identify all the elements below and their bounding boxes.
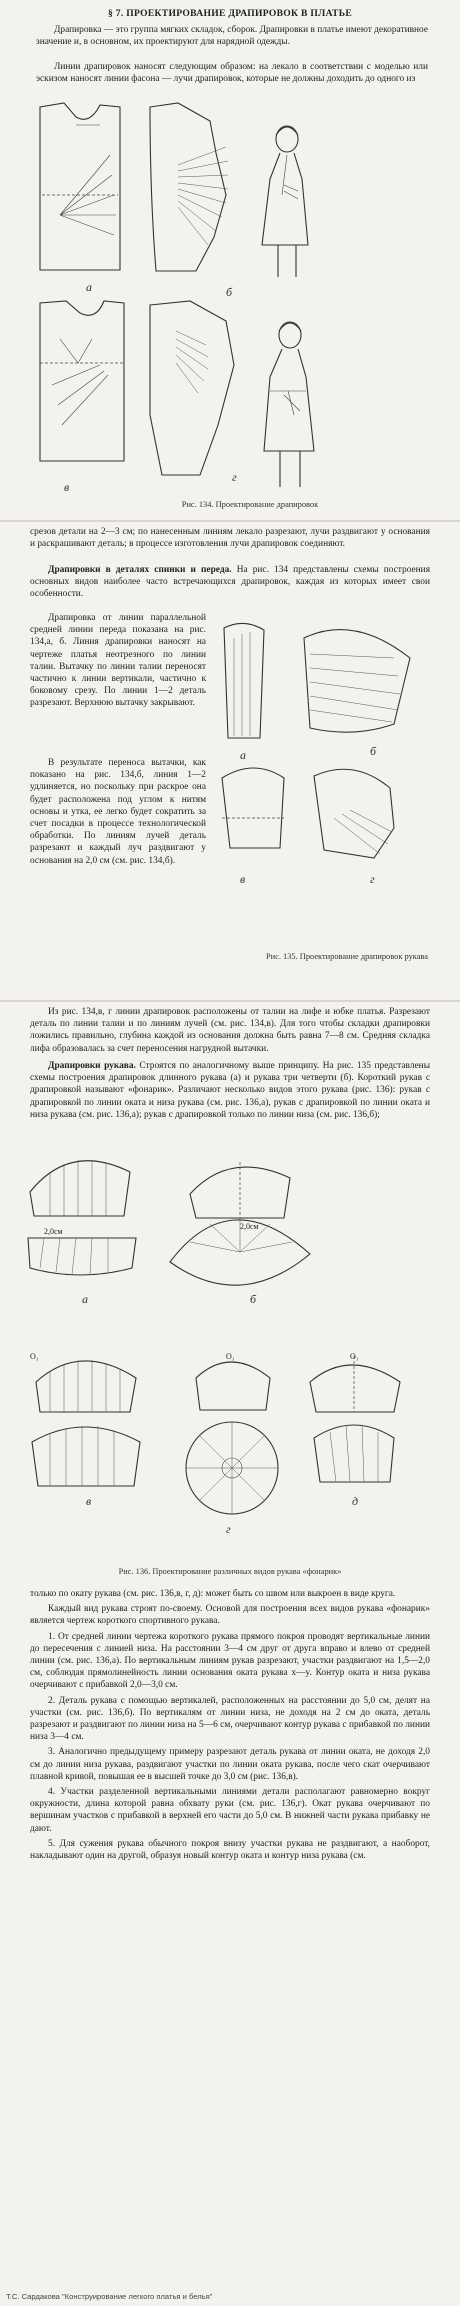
step-2: 2. Деталь рукава с помощью вертикалей, расположенных на расстоянии до 5,0 см, делят на участки (см. рис. 136,б). По вертикалям от линии низа, не доходя на 2 см до оката, деталь разрезают и раздвигают по линии низа на 5—6 см, очерчивают контур рукава с прибавкой по линии низа 3—4 см. — [30, 1695, 430, 1743]
sleeve-heading: Драпировки рукава. — [48, 1061, 136, 1071]
sleeve-pattern-b — [222, 768, 394, 858]
o1-label-g: O₁ — [226, 1352, 235, 1361]
subheading-text: На рис. 134 представлены схемы построения основных видов наиболее часто встречающихся драпировок, каждая из которых имеет свои особенности. — [30, 565, 431, 600]
fig136-label-a: а — [82, 1292, 88, 1306]
section-sleeve-drapery — [0, 1000, 460, 2306]
dress-sketch-bottom — [264, 322, 314, 487]
fig136-label-v: в — [86, 1494, 92, 1508]
fig136-label-d: д — [352, 1494, 359, 1508]
base-paragraph: Каждый вид рукава строят по-своему. Основой для построения всех видов рукава «фонарик» является чертеж короткого спортивного рукава. — [30, 1604, 430, 1627]
puff-sleeve-v — [32, 1360, 140, 1486]
figure-134-drawing — [0, 95, 460, 515]
intro-paragraph: Драпировка — это группа мягких складок, сборок. Драпировки в платье имеют декоративное значение и, в основном, их проектируют для нарядной одежды. — [36, 25, 428, 48]
sleeve-text: Строятся по аналогичному выше принципу. На рис. 135 представлены схемы построения драпировок длинного рукава (а) и рукава три четверти (б). Короткий рукав с драпировкой называют «фонарик». Различают несколько видов этого рукава (рис. 136): рукав с драпировкой по линии оката и низа рукава (см. рис. 136,а), рукав с драпировкой по линии оката и низа рукава (см. рис. 136,а); рукав с драпировкой только по линии низа (см. рис. 136,б); — [30, 1061, 430, 1120]
figure-135-caption: Рис. 135. Проектирование драпировок рукава — [266, 952, 428, 961]
step-3: 3. Аналогично предыдущему примеру разрезают деталь рукава от линии оката, не доходя 2,0 см до линии низа рукава, раздвигают участки по линии оката рукава, после чего скат очерчивают плавной кривой, повышая ее в высшей точке до 3,0 см (рис. 136,в). — [30, 1747, 430, 1782]
fig135-label-b: б — [370, 744, 377, 758]
rule-paragraph: Линии драпировок наносят следующим образом: на лекало в соответствии с моделью или эскизом наносят линии фасона — лучи драпировок, которые не должны доходить до одного из — [36, 62, 428, 85]
figure-134-caption: Рис. 134. Проектирование драпировок — [181, 500, 319, 509]
sleeve-pattern-a — [224, 623, 410, 738]
puff-sleeve-a — [28, 1160, 136, 1275]
pattern-b — [150, 103, 228, 271]
section-back-front-drapery — [0, 520, 460, 1002]
fig135-label-v: в — [240, 872, 246, 886]
pattern-v — [40, 301, 124, 461]
pattern-g — [150, 301, 234, 475]
section-heading: § 7. ПРОЕКТИРОВАНИЕ ДРАПИРОВОК В ПЛАТЬЕ — [107, 8, 353, 19]
step-4: 4. Участки разделенной вертикальными линиями детали располагают равномерно вокруг окружности, длина которой равна обхвату руки (см. рис. 136,г). Окат рукава очерчивают по вершинам участков с прибавкой в верхней его части до 5,0 см. В нижней части рукава прибавку не дают. — [30, 1787, 430, 1834]
left-column-p2: В результате переноса вытачки, как показано на рис. 134,б, линия 1—2 удлиняется, но поскольку при раскрое она будет расположена под углом к нитям основы и утка, ее легко будет сократить за счет посадки в процессе технологической обработки. По линиям лучей деталь разрезают и каждый луч раздвигают у основания на 2,0 см (см. рис. 134,б). — [30, 758, 206, 866]
continuation-paragraph: срезов детали на 2—3 см; по нанесенным линиям лекало разрезают, лучи раздвигают у основания и раскрашивают деталь; в процессе изготовления лучи драпировок соединяют. — [30, 527, 430, 550]
left-column-p1: Драпировка от линии параллельной средней линии переда показана на рис. 134,а, б. Линия драпировки наносят на чертеже платья неотрезного по линии талии. Вытачку по линии талии переносят частично к линии вертикали, частично к боковому срезу. По линии 1—2 деталь разрезают. Верхнюю вытачку закрывают. — [30, 613, 206, 709]
puff-sleeve-d — [310, 1356, 400, 1482]
fig136-label-b: б — [250, 1292, 257, 1306]
steps-text — [30, 1588, 430, 1862]
label-g: г — [232, 470, 237, 484]
subheading-paragraph — [30, 564, 430, 601]
subheading: Драпировки в деталях спинки и переда. — [48, 565, 232, 575]
source-footer: Т.С. Сардакова "Конструирование легкого платья и белья" — [6, 2292, 213, 2301]
step-5: 5. Для сужения рукава обычного покроя внизу участки рукава не раздвигают, а наоборот, накладывают один на другой, образуя новый контур оката и контур низа рукава (см. — [30, 1838, 430, 1862]
sleeve-paragraph — [30, 1060, 430, 1121]
pattern-a — [40, 103, 120, 270]
measure-2cm-b: 2,0см — [240, 1222, 259, 1231]
measure-2cm-a: 2,0см — [44, 1227, 63, 1236]
figure-135-drawing — [214, 618, 454, 918]
fig135-label-g: г — [370, 872, 375, 886]
dress-sketch-top — [262, 126, 308, 277]
label-a: а — [86, 280, 92, 294]
after-figure-paragraph: только по окату рукава (см. рис. 136,в, г, д): может быть со швом или выкроен в виде круга. — [30, 1589, 396, 1599]
o1-label-v: O₁ — [30, 1352, 39, 1361]
figure-136-caption: Рис. 136. Проектирование различных видов рукава «фонарик» — [118, 1567, 342, 1576]
label-v: в — [64, 480, 70, 494]
puff-sleeve-g — [186, 1362, 278, 1514]
step-1: 1. От средней линии чертежа короткого рукава прямого покроя проводят вертикальные линии до пересечения с линией низа. На расстоянии 3—4 см друг от друга вправо и влево от средней линии (см. рис. 136,а). По вертикальным линиям рукав разрезают, участки раздвигают на 1,5—2,0 см, соблюдая прямолинейность линии основания оката рукава x—y. Контур оката и низа рукава очерчивают с прибавкой 2,0—3,0 см. — [30, 1631, 430, 1691]
label-b: б — [226, 285, 233, 299]
o1-label-d: O₁ — [350, 1352, 359, 1361]
section-drapery-intro — [0, 0, 460, 520]
continuation-lines: Из рис. 134,в, г линии драпировок расположены от талии на лифе и юбке платья. Разрезают деталь по линии талии и по линиям лучей (см. рис. 134,в). Для того чтобы складки драпировки ложились правильно, глубина каждой из основания должна быть равна 7—8 см. Средняя складка лифа образовалась за счет переносения нагрудной вытачки. — [30, 1007, 430, 1054]
fig135-label-a: а — [240, 748, 246, 762]
fig136-label-g: г — [226, 1522, 231, 1536]
